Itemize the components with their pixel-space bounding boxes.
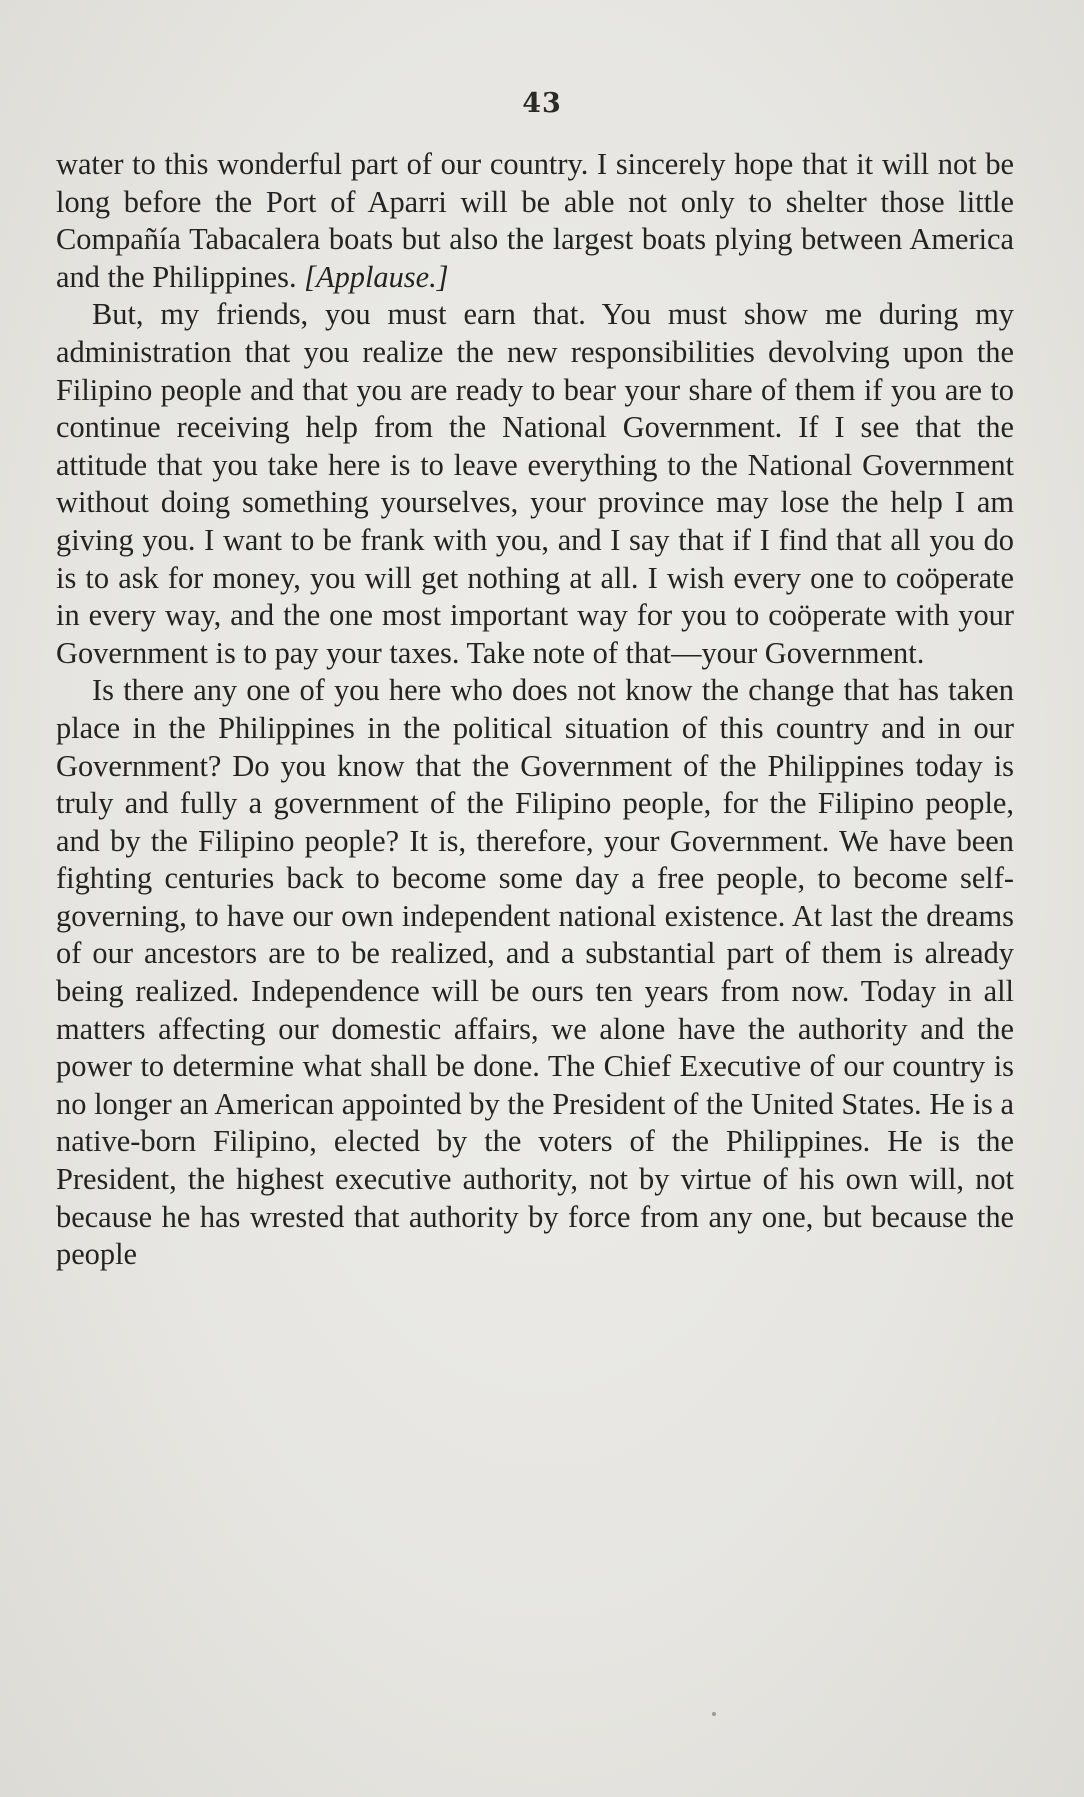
paragraph-1 <box>56 146 1014 296</box>
paragraph-3: Is there any one of you here who does not know the change that has taken place in the Philippines in the political situation of this country and in our Government? Do you know that the Government of the Philippines today is truly and fully a government of the Filipino people, for the Filipino people, and by the Filipino people? It is, therefore, your Government. We have been fighting centuries back to become some day a free people, to become self-governing, to have our own independent national existence. At last the dreams of our ancestors are to be realized, and a substantial part of them is already being realized. Independence will be ours ten years from now. Today in all matters affecting our domestic affairs, we alone have the authority and the power to determine what shall be done. The Chief Executive of our country is no longer an American appointed by the President of the United States. He is a native-born Filipino, elected by the voters of the Philippines. He is the President, the highest executive authority, not by virtue of his own will, not because he has wrested that authority by force from any one, but because the people <box>56 673 1014 1272</box>
page-number: 43 <box>522 88 562 119</box>
page-body-text <box>56 146 1014 1274</box>
paragraph-2: But, my friends, you must earn that. You must show me during my administration that you realize the new responsibilities devolving upon the Filipino people and that you are ready to bear your share of them if you are to continue receiving help from the National Government. If I see that the attitude that you take here is to leave everything to the National Government without doing something yourselves, your province may lose the help I am giving you. I want to be frank with you, and I say that if I find that all you do is to ask for money, you will get nothing at all. I wish every one to coöperate in every way, and the one most important way for you to coöperate with your Government is to pay your taxes. Take note of that—your Government. <box>56 297 1014 670</box>
paper-speck <box>712 1712 716 1716</box>
applause-annotation: [Applause.] <box>304 259 449 294</box>
paragraph-1-text: water to this wonderful part of our country. I sincerely hope that it will not be long before the Port of Aparri will be able not only to shelter those little Compañía Tabacalera boats but also the largest boats plying between America and the Philippines. <box>56 147 1014 294</box>
